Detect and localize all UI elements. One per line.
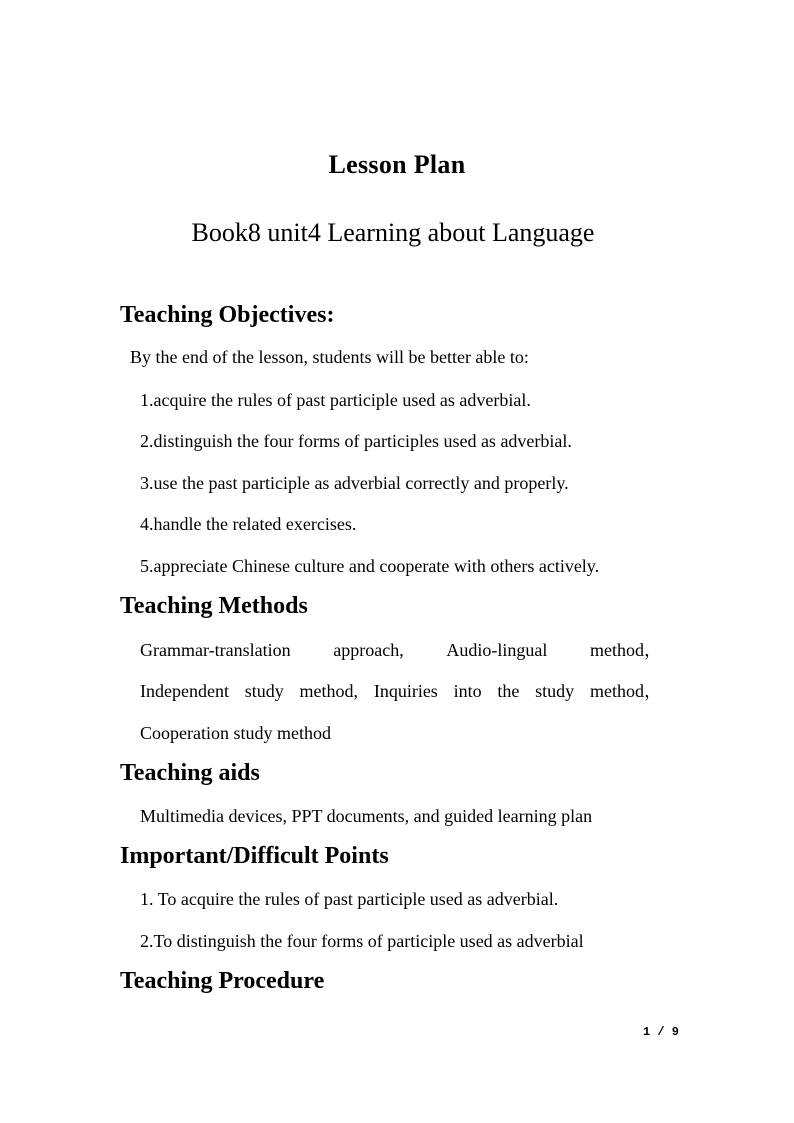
methods-word: approach, [333,640,404,660]
methods-word: method， [589,640,662,660]
objectives-heading: Teaching Objectives: [120,302,335,328]
methods-heading: Teaching Methods [120,593,308,619]
objective-item: 4.handle the related exercises. [140,514,357,534]
document-subtitle: Book8 unit4 Learning about Language [191,218,595,247]
objective-item: 1.acquire the rules of past participle used as adverbial. [140,390,531,410]
methods-word: Grammar-translation [140,640,291,660]
methods-word: Audio-lingual [446,640,548,660]
methods-word: into [453,681,482,701]
methods-word: Independent [140,681,229,701]
aids-heading: Teaching aids [120,760,260,786]
point-item: 1. To acquire the rules of past participle used as adverbial. [140,889,559,909]
methods-word: study [244,681,284,701]
methods-word: Inquiries [373,681,438,701]
points-heading: Important/Difficult Points [120,843,389,869]
objectives-intro: By the end of the lesson, students will be better able to: [130,347,529,367]
methods-line-3: Cooperation study method [140,723,331,743]
aids-text: Multimedia devices, PPT documents, and guided learning plan [140,806,593,826]
methods-word: method, [299,681,359,701]
page-number: 1 / 9 [643,1025,680,1039]
methods-word: method， [589,681,662,701]
methods-line-2 [140,680,662,702]
procedure-heading: Teaching Procedure [120,968,325,994]
methods-word: study [535,681,575,701]
objective-item: 2.distinguish the four forms of participles used as adverbial. [140,431,572,451]
methods-word: the [497,681,520,701]
objective-item: 5.appreciate Chinese culture and cooperate with others actively. [140,556,600,576]
methods-line-1 [140,639,662,661]
objective-item: 3.use the past participle as adverbial correctly and properly. [140,473,569,493]
document-title: Lesson Plan [328,150,466,179]
point-item: 2.To distinguish the four forms of participle used as adverbial [140,931,584,951]
